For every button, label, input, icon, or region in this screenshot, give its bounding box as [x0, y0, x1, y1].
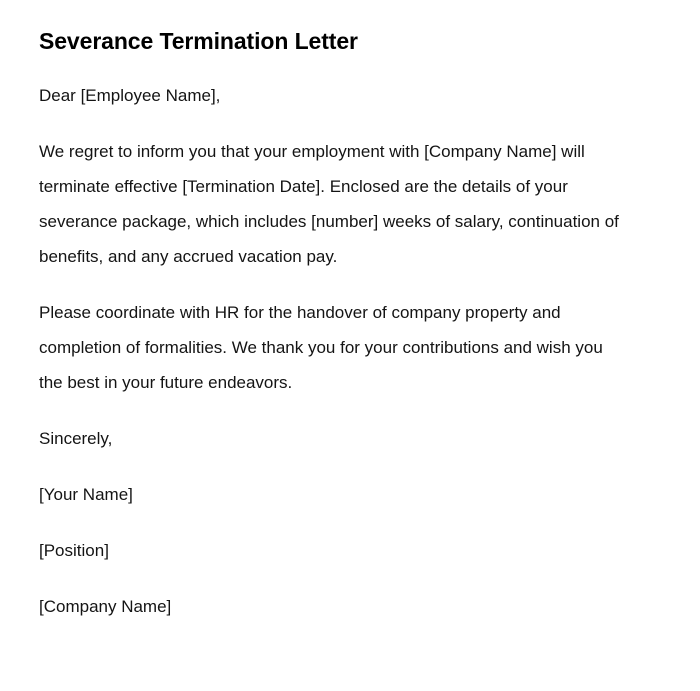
letter-paragraph-2: Please coordinate with HR for the handover of company property and completion of formalities. We thank you for your contributions and wish you the best in your future endeavors.	[39, 303, 603, 392]
letter-closing: Sincerely,	[39, 429, 113, 448]
letter-salutation: Dear [Employee Name],	[39, 86, 221, 105]
page-title: Severance Termination Letter	[39, 28, 358, 54]
letter-paragraph-1: We regret to inform you that your employment with [Company Name] will terminate effective [Termination Date]. Enclosed are the details of your severance package, which includes [number] weeks of salary, continuation of benefits, and any accrued vacation pay.	[39, 142, 619, 266]
letter-body	[39, 78, 631, 624]
signature-company: [Company Name]	[39, 597, 172, 616]
signature-name: [Your Name]	[39, 485, 133, 504]
signature-position: [Position]	[39, 541, 109, 560]
